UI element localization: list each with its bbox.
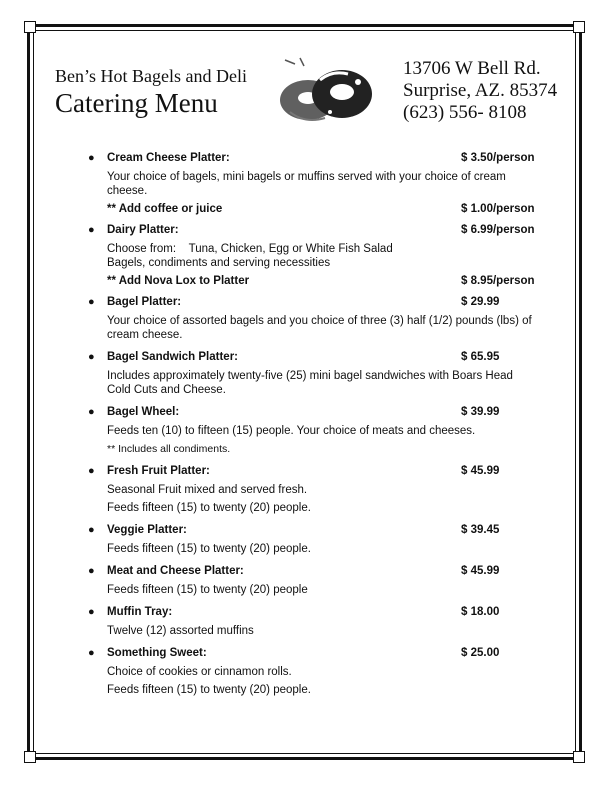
menu-item	[88, 296, 538, 342]
item-price: $ 45.99	[461, 565, 500, 577]
bullet-icon: ●	[88, 565, 95, 577]
bullet-icon: ●	[88, 647, 95, 659]
item-title: Muffin Tray:	[107, 606, 173, 618]
address-line-2: Surprise, AZ. 85374	[403, 80, 558, 101]
item-title: Veggie Platter:	[107, 524, 187, 536]
item-description-2: ** Includes all condiments.	[107, 443, 231, 455]
item-title: Bagel Wheel:	[107, 406, 180, 418]
business-name: Ben’s Hot Bagels and Deli	[55, 66, 247, 86]
item-addon	[107, 275, 538, 287]
item-description-2: Feeds fifteen (15) to twenty (20) people.	[107, 684, 311, 696]
border-corner-top-left	[24, 21, 36, 33]
item-description: Twelve (12) assorted muffins	[107, 625, 254, 637]
item-title: Dairy Platter:	[107, 224, 179, 236]
menu-item	[88, 565, 538, 597]
menu-title: Catering Menu	[55, 88, 218, 118]
item-price: $ 39.45	[461, 524, 500, 536]
item-title: Meat and Cheese Platter:	[107, 565, 244, 577]
addon-label: ** Add coffee or juice	[107, 203, 223, 215]
bullet-icon: ●	[88, 351, 95, 363]
menu-item	[88, 524, 538, 556]
item-price: $ 45.99	[461, 465, 500, 477]
menu-item	[88, 647, 538, 697]
item-description: Seasonal Fruit mixed and served fresh.	[107, 484, 308, 496]
item-price: $ 3.50/person	[461, 152, 535, 164]
menu-item	[88, 152, 538, 215]
menu-item	[88, 224, 538, 287]
item-addon	[107, 203, 538, 215]
item-description: Feeds fifteen (15) to twenty (20) people.	[107, 543, 311, 555]
item-title: Bagel Platter:	[107, 296, 182, 308]
item-price: $ 65.95	[461, 351, 500, 363]
item-description: Choice of cookies or cinnamon rolls.	[107, 666, 292, 678]
item-description: Your choice of assorted bagels and you choice of three (3) half (1/2) pounds (lbs) of cream cheese.	[107, 315, 532, 341]
bullet-icon: ●	[88, 224, 95, 236]
addon-price: $ 8.95/person	[461, 275, 535, 287]
addon-label: ** Add Nova Lox to Platter	[107, 275, 250, 287]
item-price: $ 18.00	[461, 606, 500, 618]
address-line-1: 13706 W Bell Rd.	[403, 58, 541, 79]
addon-price: $ 1.00/person	[461, 203, 535, 215]
bagel-illustration-icon	[270, 52, 380, 132]
bullet-icon: ●	[88, 296, 95, 308]
phone-number: (623) 556- 8108	[403, 102, 527, 123]
bullet-icon: ●	[88, 152, 95, 164]
item-price: $ 25.00	[461, 647, 500, 659]
item-price: $ 6.99/person	[461, 224, 535, 236]
border-corner-top-right	[573, 21, 585, 33]
item-title: Something Sweet:	[107, 647, 207, 659]
bullet-icon: ●	[88, 606, 95, 618]
menu-item	[88, 465, 538, 515]
menu-item	[88, 606, 538, 638]
bullet-icon: ●	[88, 524, 95, 536]
menu-item	[88, 351, 538, 397]
item-price: $ 29.99	[461, 296, 500, 308]
item-description: Your choice of bagels, mini bagels or muffins served with your choice of cream cheese.	[107, 171, 506, 197]
border-corner-bottom-left	[24, 751, 36, 763]
menu-item	[88, 406, 538, 456]
header-contact	[403, 58, 557, 124]
item-description: Choose from: Tuna, Chicken, Egg or White Fish Salad	[107, 243, 393, 255]
bullet-icon: ●	[88, 465, 95, 477]
item-description: Includes approximately twenty-five (25) mini bagel sandwiches with Boars Head Cold Cuts and Cheese.	[107, 370, 513, 396]
border-corner-bottom-right	[573, 751, 585, 763]
item-description: Feeds fifteen (15) to twenty (20) people	[107, 584, 308, 596]
item-description-2: Feeds fifteen (15) to twenty (20) people.	[107, 502, 311, 514]
item-description: Feeds ten (10) to fifteen (15) people. Your choice of meats and cheeses.	[107, 425, 476, 437]
item-price: $ 39.99	[461, 406, 500, 418]
item-title: Cream Cheese Platter:	[107, 152, 230, 164]
item-title: Bagel Sandwich Platter:	[107, 351, 239, 363]
header-left	[55, 66, 247, 118]
menu-items-list	[88, 152, 538, 706]
item-title: Fresh Fruit Platter:	[107, 465, 210, 477]
bullet-icon: ●	[88, 406, 95, 418]
item-description-2: Bagels, condiments and serving necessities	[107, 257, 331, 269]
